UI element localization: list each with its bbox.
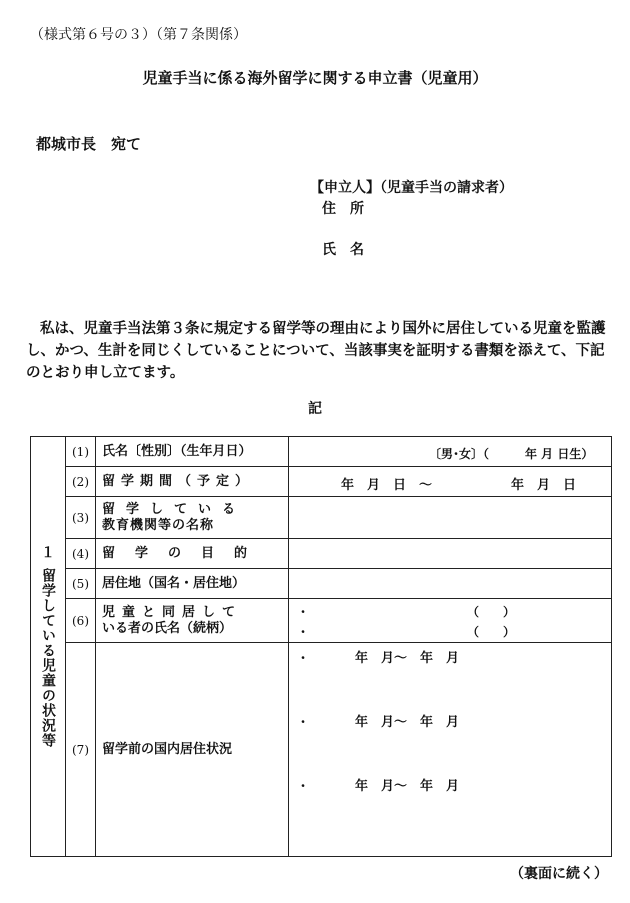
institution-label: 留学している 教育機関等の名称 bbox=[96, 497, 289, 539]
prior-residence-label: 留学前の国内居住状況 bbox=[96, 643, 289, 857]
applicant-heading: 【申立人】（児童手当の請求者） bbox=[310, 180, 513, 196]
relation-paren: （ ） bbox=[467, 605, 516, 619]
residence-field[interactable] bbox=[289, 569, 612, 599]
addressee: 都城市長 宛て bbox=[36, 135, 142, 153]
applicant-name-label: 氏名 bbox=[322, 242, 378, 258]
row-number: (6) bbox=[66, 599, 96, 643]
section-number: １ bbox=[41, 544, 55, 561]
continued-note: （裏面に続く） bbox=[510, 866, 608, 882]
child-name-label: 氏名〔性別〕（生年月日） bbox=[96, 437, 289, 467]
period-range: 年 月～ 年 月 bbox=[355, 715, 460, 730]
ki-marker: 記 bbox=[308, 401, 322, 417]
table-row bbox=[31, 497, 612, 539]
period-range: 年 月～ 年 月 bbox=[355, 779, 460, 794]
child-status-table bbox=[30, 436, 612, 857]
table-row bbox=[31, 569, 612, 599]
table-row bbox=[31, 467, 612, 497]
study-period-label: 留学期間（予定） bbox=[96, 467, 289, 497]
prior-residence-field[interactable] bbox=[289, 643, 612, 857]
section-title: 留学している児童の状況等 bbox=[40, 567, 56, 748]
residence-label: 居住地（国名・居住地） bbox=[96, 569, 289, 599]
purpose-label: 留学の目的 bbox=[96, 539, 289, 569]
table-row bbox=[31, 437, 612, 467]
relation-paren: （ ） bbox=[467, 625, 516, 639]
bullet: ・ bbox=[297, 625, 310, 639]
row-number: (1) bbox=[66, 437, 96, 467]
table-row bbox=[31, 599, 612, 643]
child-name-field[interactable] bbox=[289, 437, 612, 467]
institution-field[interactable] bbox=[289, 497, 612, 539]
bullet: ・ bbox=[297, 605, 310, 619]
row-number: (3) bbox=[66, 497, 96, 539]
period-range: 年 月～ 年 月 bbox=[355, 651, 460, 666]
table-row bbox=[31, 643, 612, 857]
statement-text: 私は、児童手当法第３条に規定する留学等の理由により国外に居住している児童を監護し、かつ、生計を同じくしていることについて、当該事実を証明する書類を添えて、下記のとおり申し立てます。 bbox=[26, 320, 606, 381]
table-row bbox=[31, 539, 612, 569]
form-number: （様式第６号の３）（第７条関係） bbox=[30, 27, 247, 43]
bullet: ・ bbox=[297, 651, 310, 665]
section-header bbox=[31, 437, 66, 857]
bullet: ・ bbox=[297, 779, 310, 793]
cohabitant-label: 児童と同居して いる者の氏名（続柄） bbox=[96, 599, 289, 643]
gender-choice[interactable]: 〔男･女〕 bbox=[429, 447, 484, 461]
row-number: (5) bbox=[66, 569, 96, 599]
row-number: (2) bbox=[66, 467, 96, 497]
cohabitant-field[interactable] bbox=[289, 599, 612, 643]
period-from: 年 月 日 ～ bbox=[341, 478, 433, 493]
birth-date: （ 年 月 日生） bbox=[477, 447, 594, 461]
row-number: (7) bbox=[66, 643, 96, 857]
row-number: (4) bbox=[66, 539, 96, 569]
bullet: ・ bbox=[297, 715, 310, 729]
document-title: 児童手当に係る海外留学に関する申立書（児童用） bbox=[142, 69, 488, 87]
purpose-field[interactable] bbox=[289, 539, 612, 569]
study-period-field[interactable] bbox=[289, 467, 612, 497]
period-to: 年 月 日 bbox=[511, 478, 577, 493]
applicant-address-label: 住所 bbox=[322, 201, 378, 217]
